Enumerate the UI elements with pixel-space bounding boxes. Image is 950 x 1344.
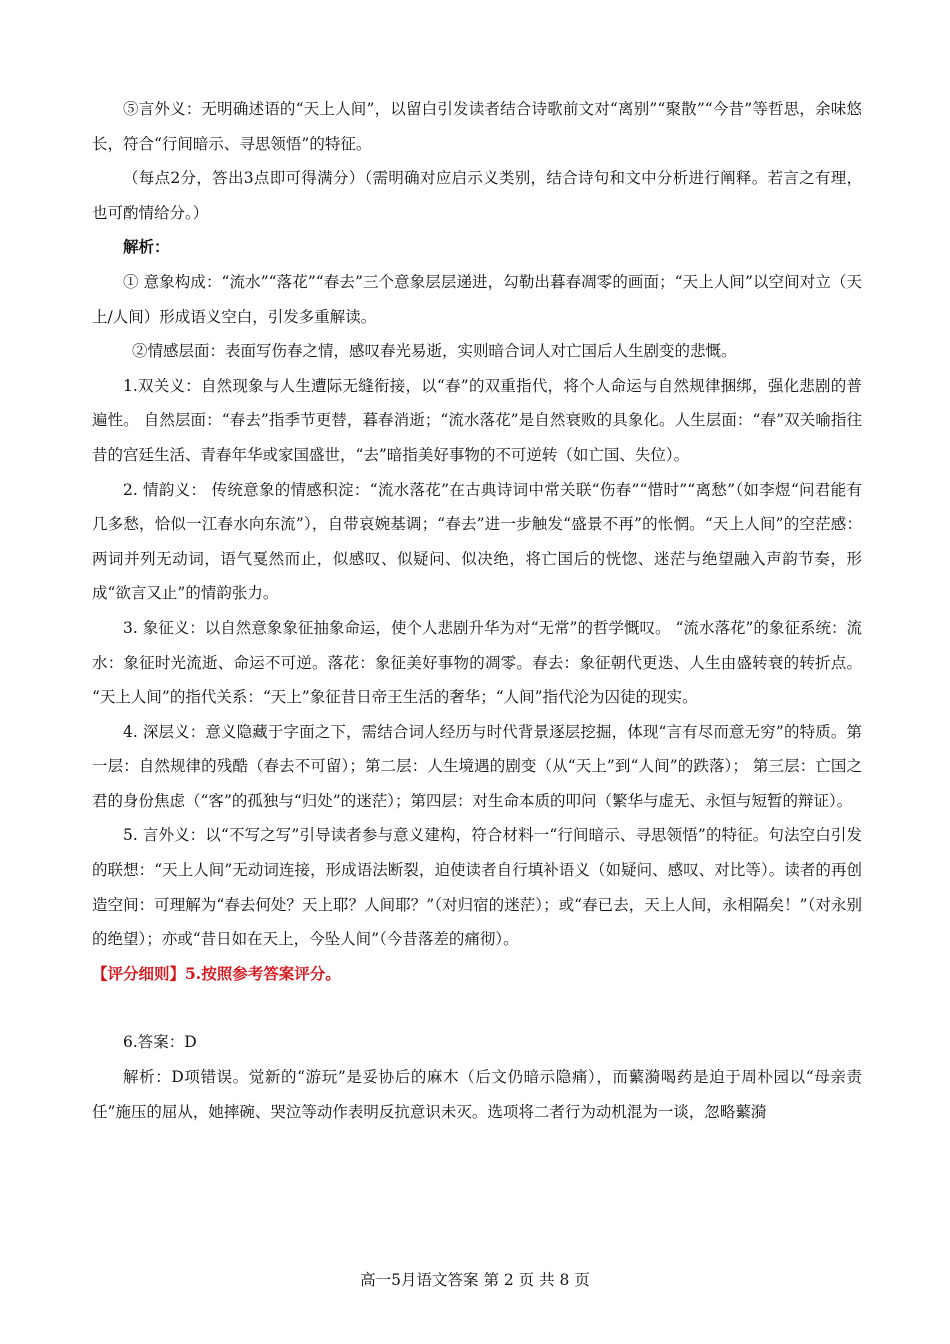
meaning-5-implied: 5. 言外义：以“不写之写”引导读者参与意义建构，符合材料一“行间暗示、寻思领悟”的特征。句法空白引发的联想：“天上人间”无动词连接，形成语法断裂，迫使读者自行填补语义（如疑问、感叹、对比等）。读者的再创造空间：可理解为“春去何处？天上耶？人间耶？”（对归宿的迷茫）；或“春已去，天上人间，永相隔矣！”（对永别的绝望）；亦或“昔日如在天上，今坠人间”（今昔落差的痛彻）。: [92, 826, 862, 949]
analysis-item-2: ②情感层面：表面写伤春之情，感叹春光易逝，实则暗合词人对亡国后人生剧变的悲慨。: [132, 342, 737, 361]
rubric-text: 5.按照参考答案评分。: [185, 963, 341, 983]
analysis-heading: 解析：: [123, 237, 170, 257]
q6-answer: 6.答案：D: [123, 1033, 197, 1052]
meaning-1-double: 1.双关义：自然现象与人生遭际无缝衔接，以“春”的双重指代，将个人命运与自然规律捆绑，强化悲剧的普遍性。 自然层面：“春去”指季节更替，暮春消逝；“流水落花”是自然衰败的具象化。人生层面：“春”双关喻指往昔的宫廷生活、青春年华或家国盛世，“去”暗指美好事物的不可逆转（如亡国、失位）。: [92, 376, 862, 464]
meaning-2-emotional: 2. 情韵义： 传统意象的情感积淀：“流水落花”在古典诗词中常关联“伤春”“惜时”“离愁”（如李煜“问君能有几多愁，恰似一江春水向东流”），自带哀婉基调；“春去”进一步触发“盛景不再”的怅惘。“天上人间”的空茫感：两词并列无动词，语气戛然而止，似感叹、似疑问、似决绝，将亡国后的恍惚、迷茫与绝望融入声韵节奏，形成“欲言又止”的情韵张力。: [92, 480, 862, 603]
rubric-label: 【评分细则】: [92, 963, 186, 983]
scoring-note: （每点2分，答出3点即可得满分）（需明确对应启示义类别，结合诗句和文中分析进行阐释。若言之有理，也可酌情给分。）: [92, 169, 862, 222]
meaning-3-symbolic: 3. 象征义：以自然意象象征抽象命运，使个人悲剧升华为对“无常”的哲学慨叹。 “流水落花”的象征系统：流水：象征时光流逝、命运不可逆。落花：象征美好事物的凋零。春去：象征朝代更迭、人生由盛转衰的转折点。 “天上人间”的指代关系：“天上”象征昔日帝王生活的奢华；“人间”指代沦为囚徒的现实。: [92, 618, 862, 707]
meaning-4-deep: 4. 深层义：意义隐藏于字面之下，需结合词人经历与时代背景逐层挖掘，体现“言有尽而意无穷”的特质。第一层：自然规律的残酷（春去不可留）；第二层：人生境遇的剧变（从“天上”到“人间”的跌落）； 第三层：亡国之君的身份焦虑（“客”的孤独与“归处”的迷茫）；第四层：对生命本质的叩问（繁华与虚无、永恒与短暂的辩证）。: [92, 722, 862, 810]
blank-line: [92, 991, 862, 1025]
answer-content: [92, 92, 862, 1129]
rubric-line: [92, 957, 862, 992]
page-footer: 高一5月语文答案 第 2 页 共 8 页: [360, 1271, 590, 1289]
point-5-paragraph: ⑤言外义：无明确述语的“天上人间”，以留白引发读者结合诗歌前文对“离别”“聚散”“今昔”等哲思，余味悠长，符合“行间暗示、寻思领悟”的特征。: [92, 100, 862, 153]
q6-analysis: 解析：D项错误。觉新的“游玩”是妥协后的麻木（后文仍暗示隐痛），而蘩漪喝药是迫于周朴园以“母亲责任”施压的屈从，她摔碗、哭泣等动作表明反抗意识未灭。选项将二者行为动机混为一谈，忽略蘩漪: [92, 1068, 862, 1121]
analysis-item-1: ① 意象构成：“流水”“落花”“春去”三个意象层层递进，勾勒出暮春凋零的画面；“天上人间”以空间对立（天上/人间）形成语义空白，引发多重解读。: [92, 272, 862, 326]
